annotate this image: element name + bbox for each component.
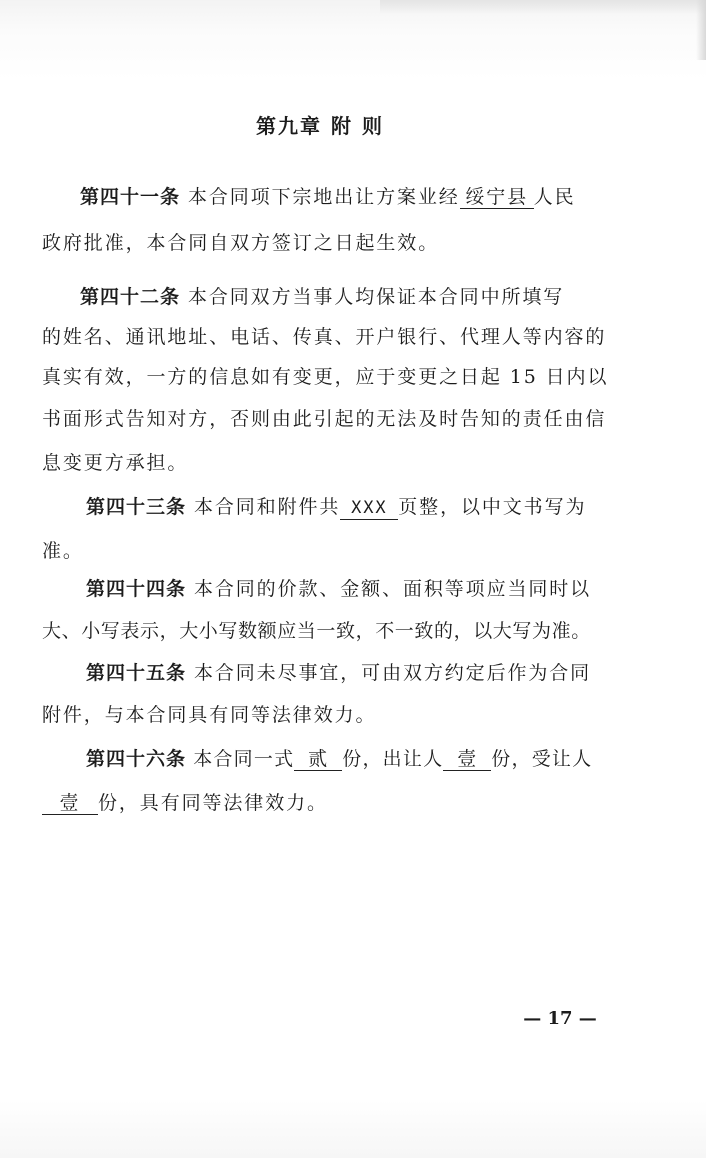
article-43-line-1: 第四十三条 本合同和附件共 XXX 页整，以中文书写为 [86,496,587,518]
page-count-fill: XXX [340,497,398,520]
article-42-line-4: 书面形式告知对方，否则由此引起的无法及时告知的责任由信 [42,408,607,430]
article-45-line-1: 第四十五条 本合同未尽事宜，可由双方约定后作为合同 [86,662,592,684]
article-44-label: 第四十四条 [86,578,187,600]
page-number: — 17 — [523,1008,597,1029]
article-42-line-2: 的姓名、通讯地址、电话、传真、开户银行、代理人等内容的 [42,326,607,348]
article-44-line-1: 第四十四条 本合同的价款、金额、面积等项应当同时以 [86,578,592,600]
article-45-label: 第四十五条 [86,662,187,684]
article-41-line-1: 第四十一条 本合同项下宗地出让方案业经 绥宁县 人民 [80,186,576,208]
article-42-line-1: 第四十二条 本合同双方当事人均保证本合同中所填写 [80,286,565,308]
chapter-title: 第九章 附 则 [256,114,384,138]
article-43-line-2: 准。 [42,540,84,562]
article-42-line-3: 真实有效，一方的信息如有变更，应于变更之日起 15 日内以 [42,366,609,388]
article-45-line-2: 附件，与本合同具有同等法律效力。 [42,704,377,726]
article-46-line-1: 第四十六条 本合同一式 贰 份，出让人 壹 份，受让人 [86,748,593,770]
grantee-copies-fill: 壹 [42,792,98,815]
article-42-label: 第四十二条 [80,286,181,308]
article-43-label: 第四十三条 [86,496,187,518]
article-46-line-2: 壹 份，具有同等法律效力。 [42,786,328,820]
county-name-fill: 绥宁县 [460,186,534,209]
article-41-line-2: 政府批准，本合同自双方签订之日起生效。 [42,232,440,254]
article-44-line-2: 大、小写表示，大小写数额应当一致，不一致的，以大写为准。 [42,620,591,642]
scan-edge-shadow [380,0,706,14]
grantor-copies-fill: 壹 [443,748,491,771]
article-46-label: 第四十六条 [86,748,187,770]
scan-edge-shadow [696,0,706,60]
total-copies-fill: 贰 [294,748,342,771]
article-41-label: 第四十一条 [80,186,181,208]
article-42-line-5: 息变更方承担。 [42,452,189,474]
